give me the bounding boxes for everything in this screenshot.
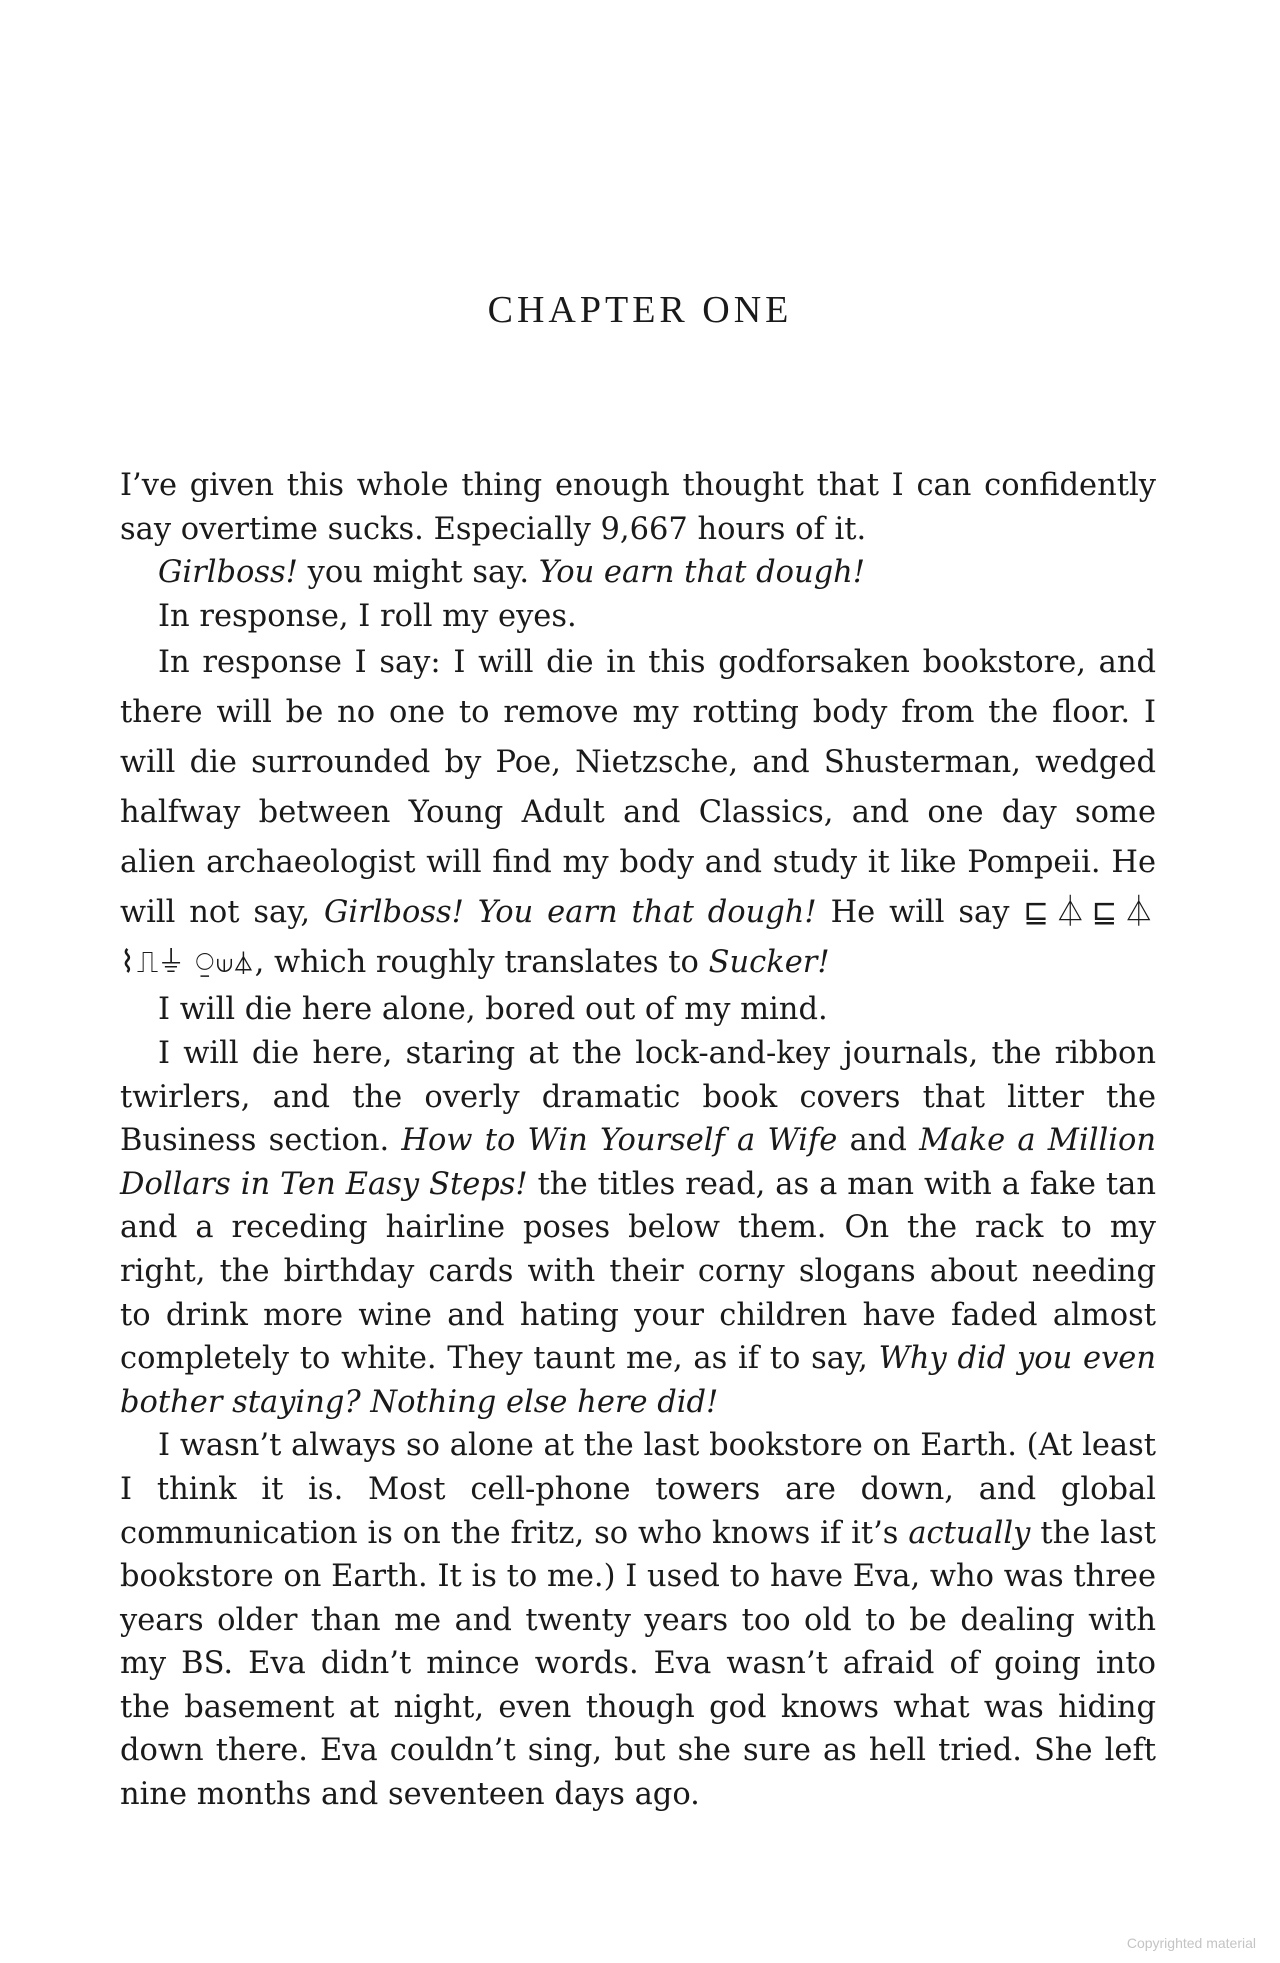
paragraph-text: I will die here alone, bored out of my mind. [158, 992, 828, 1028]
italic-text: Girlboss! [158, 555, 298, 591]
paragraph [120, 1032, 1156, 1424]
paragraph-text: the titles read, as a man with a fake tan and a receding hairline poses below them. On the rack to my right, the birthday cards with their corny slogans about needing to drink more wine and hating your children have faded almost completely to white. They taunt me, as if to say, [120, 1166, 1156, 1377]
paragraph-text: I will die here, staring at the lock-and-key journals, the ribbon twirlers, and the overly dramatic book covers that litter the Business section. [120, 1035, 1156, 1159]
paragraph [120, 595, 1156, 639]
paragraph-text: you might say. [297, 555, 539, 591]
paragraph-text: He will say [816, 895, 1024, 931]
paragraph [120, 1424, 1156, 1816]
paragraph-text: I’ve given this whole thing enough thought that I can confidently say overtime sucks. Especially 9,667 hours of it. [120, 468, 1156, 547]
paragraph-text: , which roughly translates to [254, 945, 709, 981]
italic-text: Girlboss! You earn that dough! [324, 895, 817, 931]
copyright-watermark: Copyrighted material [1126, 1935, 1256, 1951]
paragraph [120, 988, 1156, 1032]
italic-text: Sucker! [708, 945, 830, 981]
italic-text: You earn that dough! [538, 555, 866, 591]
paragraph [120, 551, 1156, 595]
paragraph-text: I wasn’t always so alone at the last bookstore on Earth. (At least I think it is. Most cell-phone towers are down, and global communication is on the fritz, so who knows if it’s [120, 1428, 1156, 1551]
italic-text: Why did you even bother staying? Nothing else here did! [120, 1341, 1156, 1420]
chapter-title: CHAPTER ONE [487, 289, 793, 331]
paragraph [120, 464, 1156, 551]
paragraph-text: In response, I roll my eyes. [158, 598, 577, 634]
alien-glyphs: ⊑⏃⊑⏃ [1023, 895, 1156, 931]
italic-text: Make a Million Dollars in Ten Easy Steps! [120, 1123, 1157, 1202]
paragraph-text: and [837, 1123, 920, 1159]
italic-text: actually [908, 1515, 1031, 1551]
paragraph-text: the last bookstore on Earth. It is to me.) I used to have Eva, who was three years older than me and twenty years too old to be dealing with my BS. Eva didn’t mince words. Eva wasn’t afraid of going into the basement at night, even though god knows what was hiding down there. Eva couldn’t sing, but she sure as hell tried. She left nine months and seventeen days ago. [120, 1515, 1157, 1813]
paragraph-text: In response I say: I will die in this godforsaken bookstore, and there will be no one to remove my rotting body from the floor. I will die surrounded by Poe, Nietzsche, and Shusterman, wedged halfway between Young Adult and Classics, and one day some alien archaeologist will find my body and study it like Pompeii. He will not say, [120, 645, 1156, 931]
alien-glyphs: ⌇⎍⏚ ⍜⟒⏃ [120, 945, 255, 981]
chapter-body [120, 464, 1156, 1817]
paragraph [120, 638, 1156, 988]
italic-text: How to Win Yourself a Wife [401, 1123, 838, 1159]
